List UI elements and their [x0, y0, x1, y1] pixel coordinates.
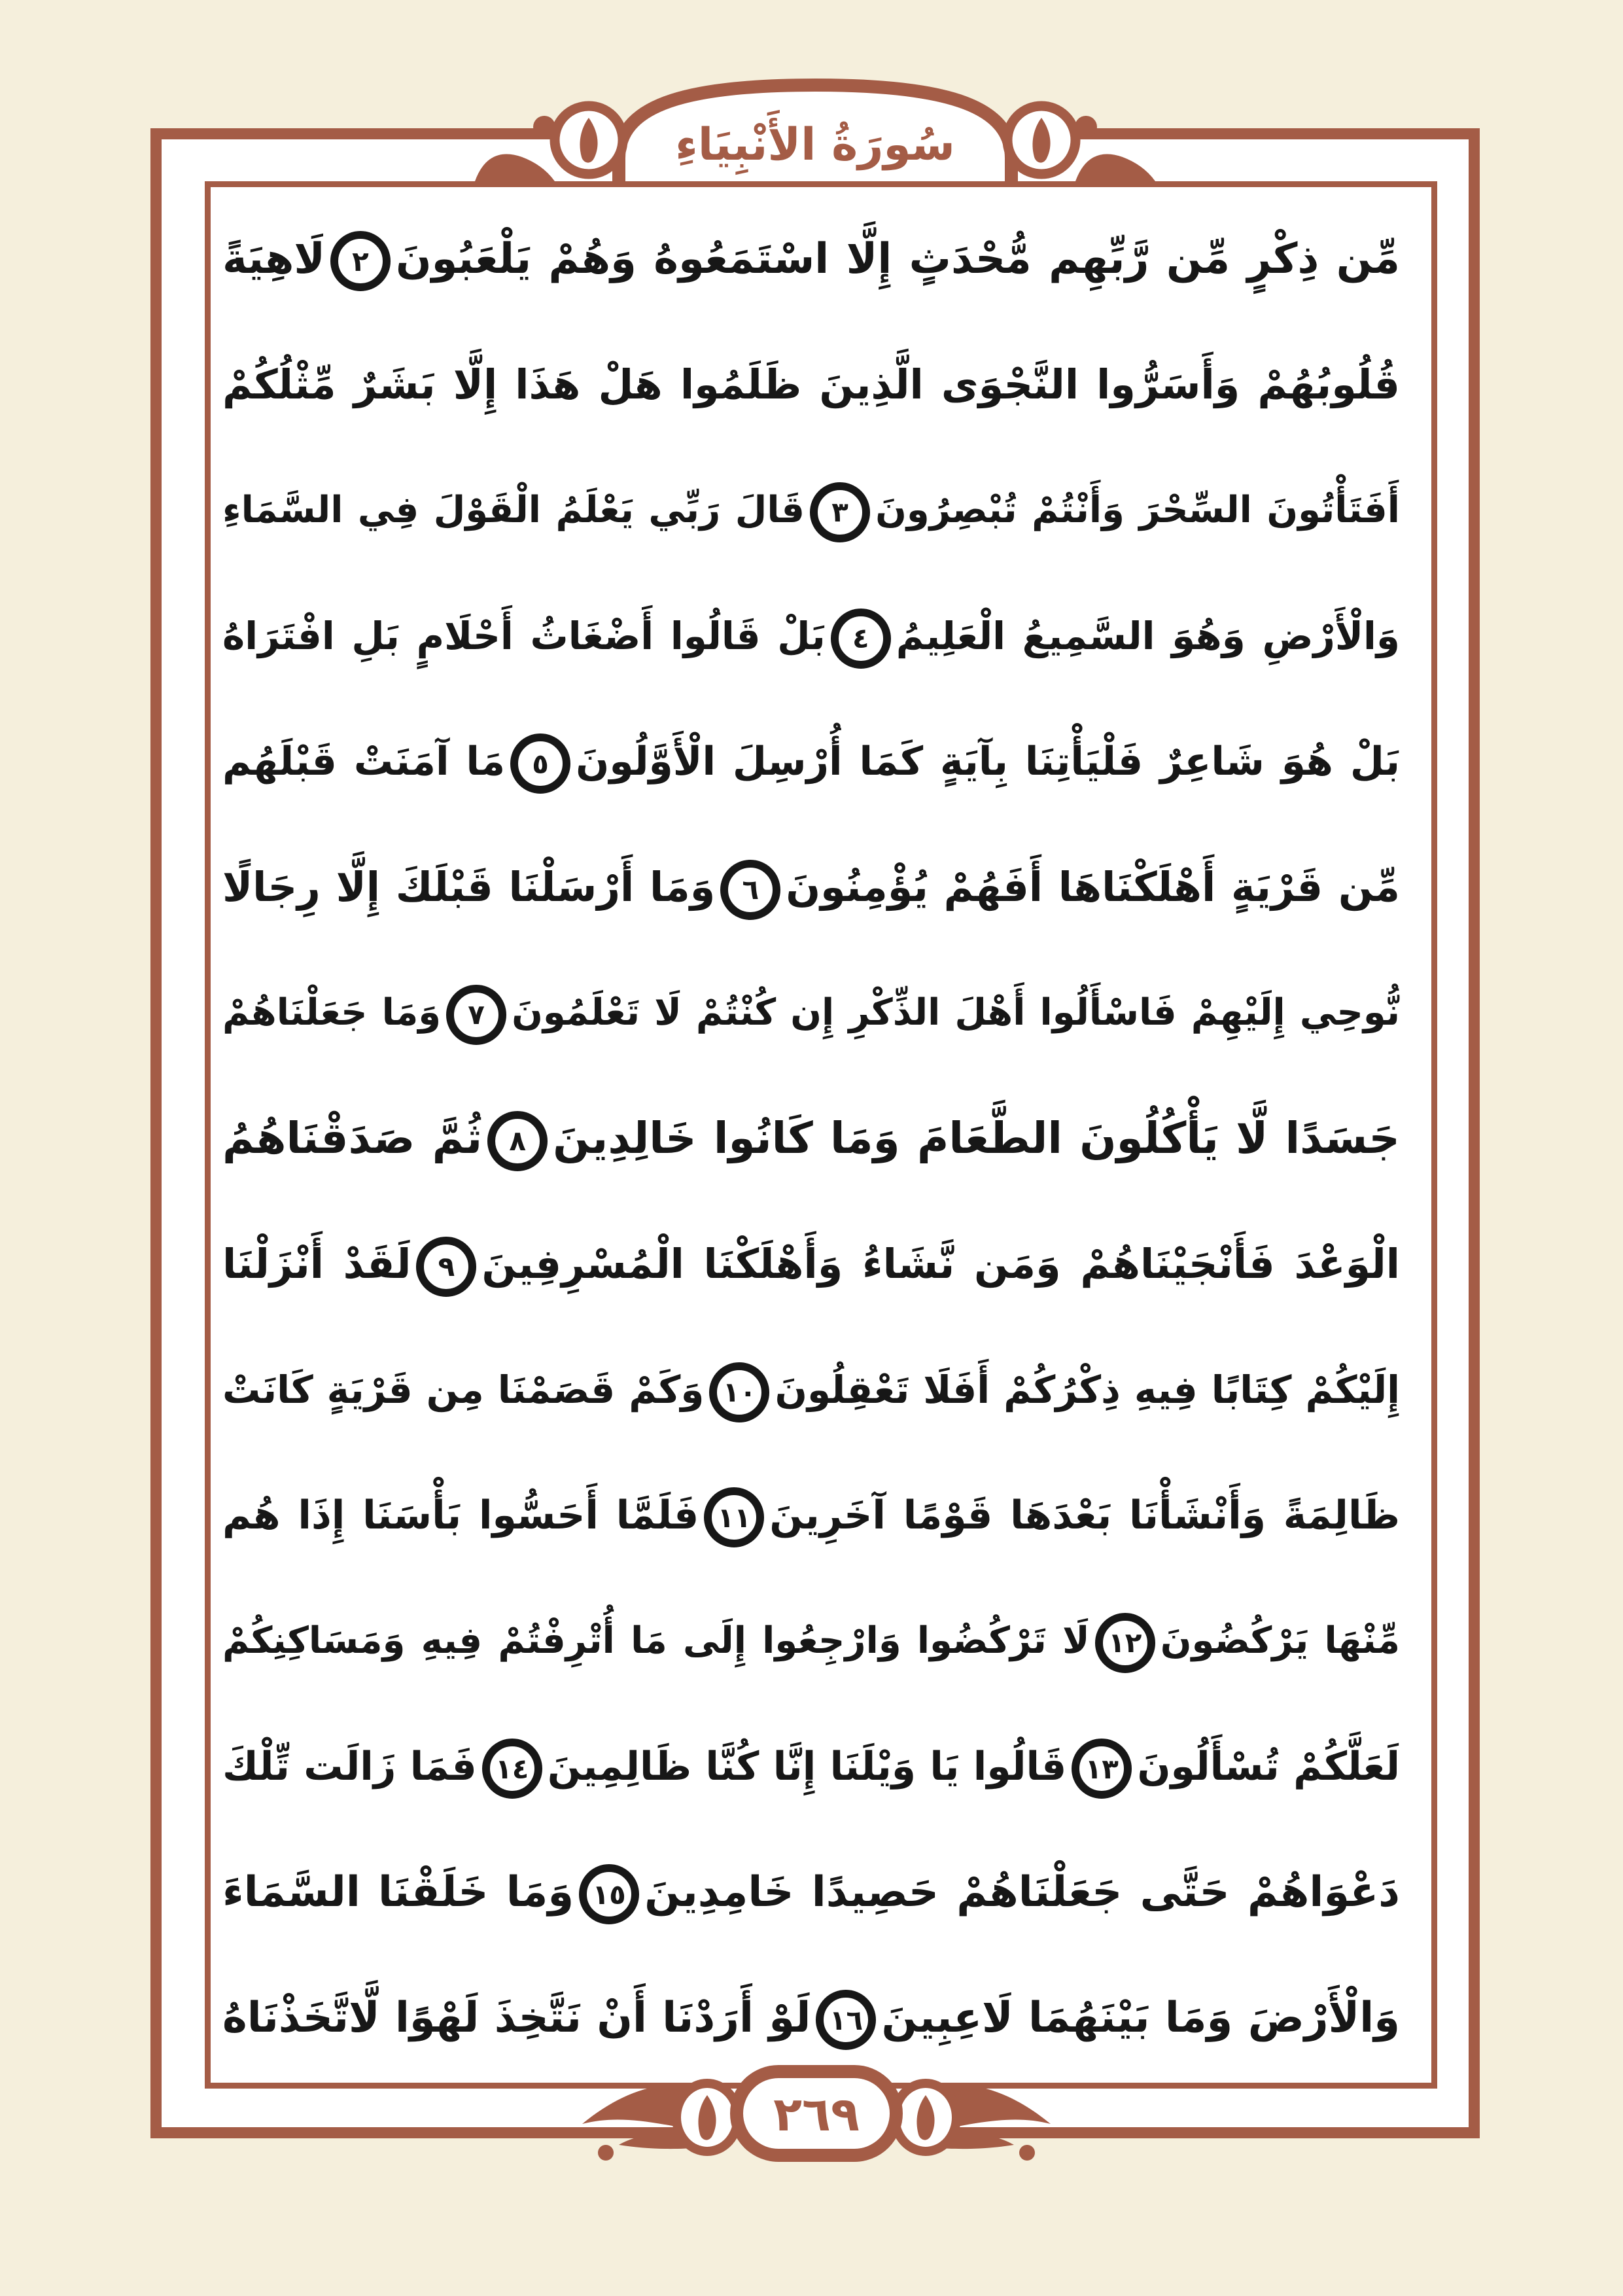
- ayah-number: ١٢: [1108, 1627, 1142, 1659]
- ayah-number: ٤: [852, 622, 869, 655]
- verse-text: أَفَتَأْتُونَ السِّحْرَ وَأَنْتُمْ تُبْصِرُونَ: [875, 489, 1400, 531]
- surah-title: سُورَةُ الأَنْبِيَاءِ: [675, 119, 955, 171]
- verse-text: وَمَا أَرْسَلْنَا قَبْلَكَ إِلَّا رِجَالًا: [222, 863, 716, 911]
- verse-text: وَمَا خَلَقْنَا السَّمَاءَ: [222, 1868, 574, 1916]
- ayah-end-marker-icon: [720, 860, 780, 920]
- ayah-end-marker-icon: [330, 231, 391, 291]
- quran-line: [222, 699, 1400, 824]
- ayah-end-marker-icon: [482, 1739, 542, 1799]
- verse-text: مِّن قَرْيَةٍ أَهْلَكْنَاهَا أَفَهُمْ يُؤْمِنُونَ: [786, 863, 1401, 911]
- ayah-end-marker-icon: [810, 482, 870, 542]
- verse-text: مَا آمَنَتْ قَبْلَهُم: [222, 739, 506, 785]
- quran-line: [222, 1829, 1400, 1955]
- ayah-number: ١١: [717, 1501, 751, 1534]
- verse-text: لَوْ أَرَدْنَا أَنْ نَتَّخِذَ لَهْوًا لَّاتَّخَذْنَاهُ: [222, 1994, 811, 2042]
- verse-text: فَمَا زَالَت تِّلْكَ: [222, 1744, 477, 1790]
- verse-text: قَالُوا يَا وَيْلَنَا إِنَّا كُنَّا ظَالِمِينَ: [547, 1744, 1067, 1790]
- verse-text: ثُمَّ صَدَقْنَاهُمُ: [222, 1113, 483, 1163]
- ayah-number: ١٠: [722, 1376, 757, 1409]
- verse-text: وَمَا جَعَلْنَاهُمْ: [222, 991, 442, 1034]
- ayah-end-marker-icon: [1095, 1613, 1155, 1673]
- quran-line: [222, 322, 1400, 448]
- ayah-end-marker-icon: [1072, 1739, 1132, 1799]
- quran-line: [222, 1704, 1400, 1829]
- quran-line: [222, 1076, 1400, 1201]
- ayah-end-marker-icon: [416, 1237, 476, 1297]
- verse-text: بَلْ هُوَ شَاعِرٌ فَلْيَأْتِنَا بِآيَةٍ كَمَا أُرْسِلَ الْأَوَّلُونَ: [576, 739, 1400, 785]
- verse-text: لَعَلَّكُمْ تُسْأَلُونَ: [1137, 1744, 1400, 1790]
- ayah-number: ٣: [831, 496, 848, 529]
- verse-text: فَلَمَّا أَحَسُّوا بَأْسَنَا إِذَا هُم: [222, 1492, 699, 1538]
- quran-line: [222, 1201, 1400, 1327]
- hill-icon: [475, 154, 555, 181]
- ayah-end-marker-icon: [704, 1487, 764, 1547]
- hill-icon: [1075, 154, 1155, 181]
- ayah-number: ٧: [468, 998, 485, 1031]
- ayah-end-marker-icon: [831, 609, 891, 669]
- quran-line: [222, 1453, 1400, 1578]
- quran-line: [222, 824, 1400, 950]
- verse-text: ظَالِمَةً وَأَنْشَأْنَا بَعْدَهَا قَوْمًا آخَرِينَ: [769, 1492, 1400, 1538]
- quran-line: [222, 1327, 1400, 1453]
- header-ornament: [436, 60, 1195, 217]
- verse-text: دَعْوَاهُمْ حَتَّى جَعَلْنَاهُمْ حَصِيدًا خَامِدِينَ: [644, 1868, 1401, 1916]
- verse-text: لَاهِيَةً: [222, 235, 325, 283]
- verse-text: لَا تَرْكُضُوا وَارْجِعُوا إِلَى مَا أُتْرِفْتُمْ فِيهِ وَمَسَاكِنِكُمْ: [222, 1619, 1090, 1662]
- ayah-number: ٩: [438, 1250, 455, 1283]
- verse-text: وَالْأَرْضَ وَمَا بَيْنَهُمَا لَاعِبِينَ: [881, 1994, 1401, 2042]
- verse-text: لَقَدْ أَنْزَلْنَا: [222, 1240, 411, 1288]
- quran-line: [222, 1578, 1400, 1704]
- verse-text: مِّنْهَا يَرْكُضُونَ: [1160, 1619, 1400, 1662]
- ayah-end-marker-icon: [487, 1111, 548, 1171]
- ayah-end-marker-icon: [579, 1864, 639, 1924]
- ayah-number: ٥: [532, 747, 549, 780]
- ayah-number: ١٣: [1085, 1752, 1119, 1785]
- page-number: ٢٦٩: [773, 2087, 860, 2142]
- verse-text: وَكَمْ قَصَمْنَا مِن قَرْيَةٍ كَانَتْ: [222, 1368, 705, 1412]
- verse-text: وَالْأَرْضِ وَهُوَ السَّمِيعُ الْعَلِيمُ: [896, 614, 1400, 658]
- ayah-end-marker-icon: [446, 985, 506, 1045]
- verse-text: الْوَعْدَ فَأَنْجَيْنَاهُمْ وَمَن نَّشَاءُ وَأَهْلَكْنَا الْمُسْرِفِينَ: [481, 1240, 1401, 1288]
- verse-text: جَسَدًا لَّا يَأْكُلُونَ الطَّعَامَ وَمَا كَانُوا خَالِدِينَ: [553, 1113, 1401, 1163]
- verse-text: إِلَيْكُمْ كِتَابًا فِيهِ ذِكْرُكُمْ أَفَلَا تَعْقِلُونَ: [775, 1368, 1400, 1412]
- quran-line: [222, 196, 1400, 322]
- ayah-number: ١٥: [592, 1878, 626, 1911]
- ayah-number: ٦: [742, 874, 759, 906]
- quran-line: [222, 950, 1400, 1076]
- verse-text: بَلْ قَالُوا أَضْغَاثُ أَحْلَامٍ بَلِ افْتَرَاهُ: [222, 614, 826, 658]
- ayah-end-marker-icon: [816, 1990, 876, 2050]
- ayah-end-marker-icon: [510, 733, 570, 794]
- quran-text-area: [222, 196, 1400, 2081]
- verse-text: مِّن ذِكْرٍ مِّن رَّبِّهِم مُّحْدَثٍ إِلَّا اسْتَمَعُوهُ وَهُمْ يَلْعَبُونَ: [395, 235, 1400, 283]
- ayah-number: ٨: [509, 1125, 526, 1157]
- footer-ornament: [555, 2055, 1078, 2225]
- verse-text: قَالَ رَبِّي يَعْلَمُ الْقَوْلَ فِي السَّمَاءِ: [222, 489, 805, 531]
- ayah-number: ٢: [352, 245, 369, 277]
- ayah-end-marker-icon: [709, 1362, 769, 1422]
- quran-line: [222, 573, 1400, 699]
- quran-line: [222, 448, 1400, 573]
- ayah-number: ١٤: [495, 1752, 529, 1785]
- verse-text: نُّوحِي إِلَيْهِمْ فَاسْأَلُوا أَهْلَ الذِّكْرِ إِن كُنْتُمْ لَا تَعْلَمُونَ: [512, 991, 1400, 1034]
- ayah-number: ١٦: [829, 2004, 864, 2036]
- verse-text: قُلُوبُهُمْ وَأَسَرُّوا النَّجْوَى الَّذِينَ ظَلَمُوا هَلْ هَذَا إِلَّا بَشَرٌ مِّثْلُكُمْ: [222, 361, 1400, 408]
